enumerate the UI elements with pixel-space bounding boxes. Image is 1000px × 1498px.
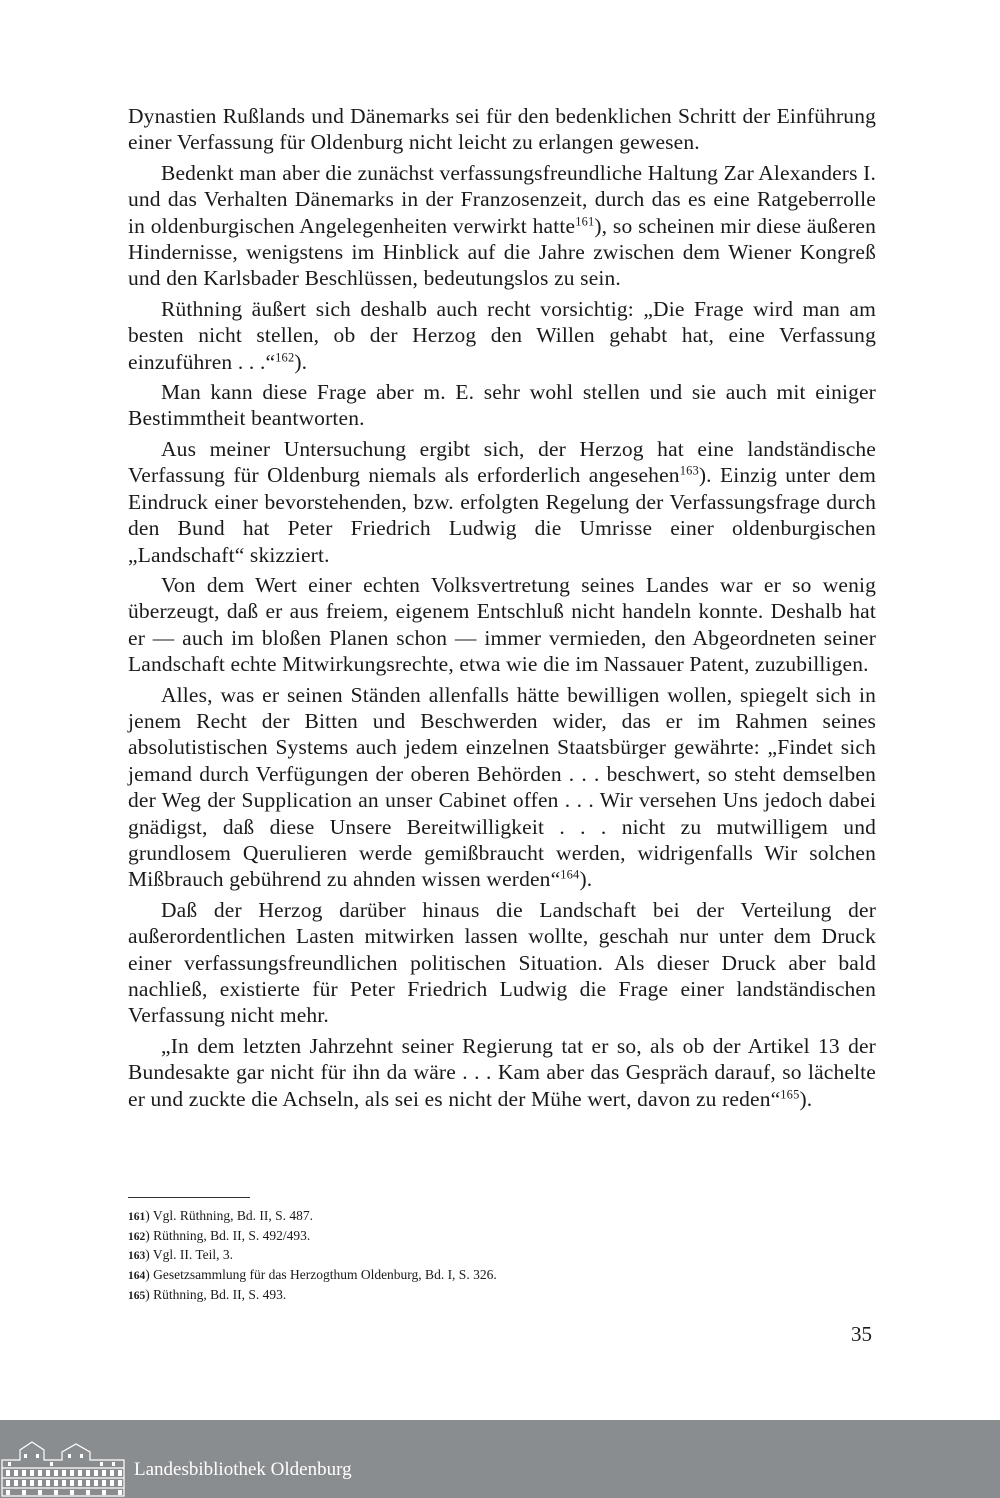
paragraph-text: ). (294, 349, 308, 374)
footnote (128, 1266, 828, 1286)
paragraph (128, 572, 876, 678)
paragraph-text: Aus meiner Untersuchung ergibt sich, der Herzog hat eine landständische Verfassung für Oldenburg niemals als erforderlich angesehen (128, 436, 876, 488)
footnote-text: ) Gesetzsammlung für das Herzogthum Oldenburg, Bd. I, S. 326. (145, 1267, 497, 1283)
paragraph-text: Dynastien Rußlands und Dänemarks sei für den bedenklichen Schritt der Einführung einer Verfassung für Oldenburg nicht leicht zu erlangen gewesen. (128, 104, 876, 155)
paragraph-text: Daß der Herzog darüber hinaus die Landschaft bei der Verteilung der außerordentlichen Lasten mitwirken lassen wollte, geschah nur unter dem Druck einer verfassungsfreundlichen politischen Situation. Als dieser Druck aber bald nachließ, existierte für Peter Friedrich Ludwig die Frage einer landständischen Verfassung nicht mehr. (128, 897, 876, 1028)
paragraph-text: ). (579, 867, 593, 892)
footnote-reference: 161 (575, 213, 595, 228)
paragraph (128, 1033, 876, 1112)
footnote-text: ) Vgl. Rüthning, Bd. II, S. 487. (145, 1208, 314, 1223)
footnote-text: ) Rüthning, Bd. II, S. 493. (145, 1286, 287, 1302)
paragraph-text: „In dem letzten Jahrzehnt seiner Regierung tat er so, als ob der Artikel 13 der Bundesakte gar nicht für ihn da wäre . . . Kam aber das Gespräch darauf, so lächelte er und zuckte die Achseln, als sei es nicht der Mühe wert, davon zu reden“ (128, 1033, 876, 1111)
library-name[interactable]: Landesbibliothek Oldenburg (134, 1459, 352, 1480)
footnote-text: ) Rüthning, Bd. II, S. 492/493. (145, 1227, 311, 1243)
footnote-number: 165 (128, 1289, 146, 1302)
footnote-reference: 163 (679, 463, 699, 478)
footnote (128, 1227, 828, 1247)
paragraph-text: Man kann diese Frage aber m. E. sehr wohl stellen und sie auch mit einiger Bestimmtheit beantworten. (128, 380, 876, 431)
paragraph-text: ), so scheinen mir diese äußeren Hindernisse, wenigstens im Hinblick auf die Jahre zwischen dem Wiener Kongreß und den Karlsbader Beschlüssen, bedeutungslos zu sein. (128, 213, 876, 291)
footnote (128, 1246, 828, 1266)
footnote-text: ) Vgl. II. Teil, 3. (145, 1247, 234, 1263)
paragraph (128, 160, 876, 292)
paragraph-text: Bedenkt man aber die zunächst verfassungsfreundliche Haltung Zar Alexanders I. und das Verhalten Dänemarks in der Franzosenzeit, durch das es eine Ratgeberrolle in oldenburgischen Angelegenheiten verwirkt hatte (128, 160, 876, 238)
footnote (128, 1207, 828, 1227)
footnote (128, 1286, 828, 1306)
paragraph-text: Rüthning äußert sich deshalb auch recht vorsichtig: „Die Frage wird man am besten nicht stellen, ob der Herzog den Willen gehabt hat, eine Verfassung einzuführen . . .“ (128, 296, 876, 374)
footnote-number: 161 (128, 1211, 146, 1223)
footnote-reference: 164 (560, 867, 580, 882)
paragraph-text: Von dem Wert einer echten Volksvertretung seines Landes war er so wenig überzeugt, daß er aus freiem, eigenem Entschluß nicht handeln konnte. Deshalb hat er — auch im bloßen Planen schon — immer vermieden, den Abgeordneten seiner Landschaft echte Mitwirkungsrechte, etwa wie die im Nassauer Patent, zuzubilligen. (128, 572, 876, 677)
footnote-number: 164 (128, 1270, 146, 1283)
footnote-reference: 165 (780, 1086, 800, 1101)
paragraph (128, 682, 876, 893)
paragraph (128, 296, 876, 375)
body-text (128, 103, 876, 1116)
footnote-separator (128, 1197, 250, 1198)
paragraph (128, 436, 876, 568)
footnotes (128, 1207, 828, 1306)
paragraph (128, 103, 876, 156)
library-building-icon (0, 1438, 126, 1498)
paragraph-text: ). Einzig unter dem Eindruck einer bevorstehenden, bzw. erfolgten Regelung der Verfassungsfrage durch den Bund hat Peter Friedrich Ludwig die Umrisse einer oldenburgischen „Landschaft“ skizziert. (128, 463, 876, 567)
paragraph (128, 897, 876, 1029)
footnote-number: 163 (128, 1250, 146, 1263)
footnote-number: 162 (128, 1230, 146, 1243)
library-banner[interactable] (0, 1420, 1000, 1498)
paragraph-text: ). (799, 1086, 813, 1111)
paragraph (128, 379, 876, 432)
paragraph-text: Alles, was er seinen Ständen allenfalls hätte bewilligen wollen, spiegelt sich in jenem Recht der Bitten und Beschwerden wider, das er im Rahmen seines absolutistischen Systems auch jedem einzelnen Staatsbürger gewährte: „Findet sich jemand durch Verfügungen der oberen Behörden . . . beschwert, so steht demselben der Weg der Supplication an unser Cabinet offen . . . Wir versehen Uns jedoch dabei gnädigst, daß diese Unsere Bereitwilligkeit . . . nicht zu mutwilligem und grundlosem Querulieren werde gemißbraucht werden, widrigenfalls Wir solchen Mißbrauch gebührend zu ahnden wissen werden“ (128, 682, 876, 892)
footnote-reference: 162 (275, 349, 295, 364)
page-number: 35 (851, 1322, 872, 1346)
